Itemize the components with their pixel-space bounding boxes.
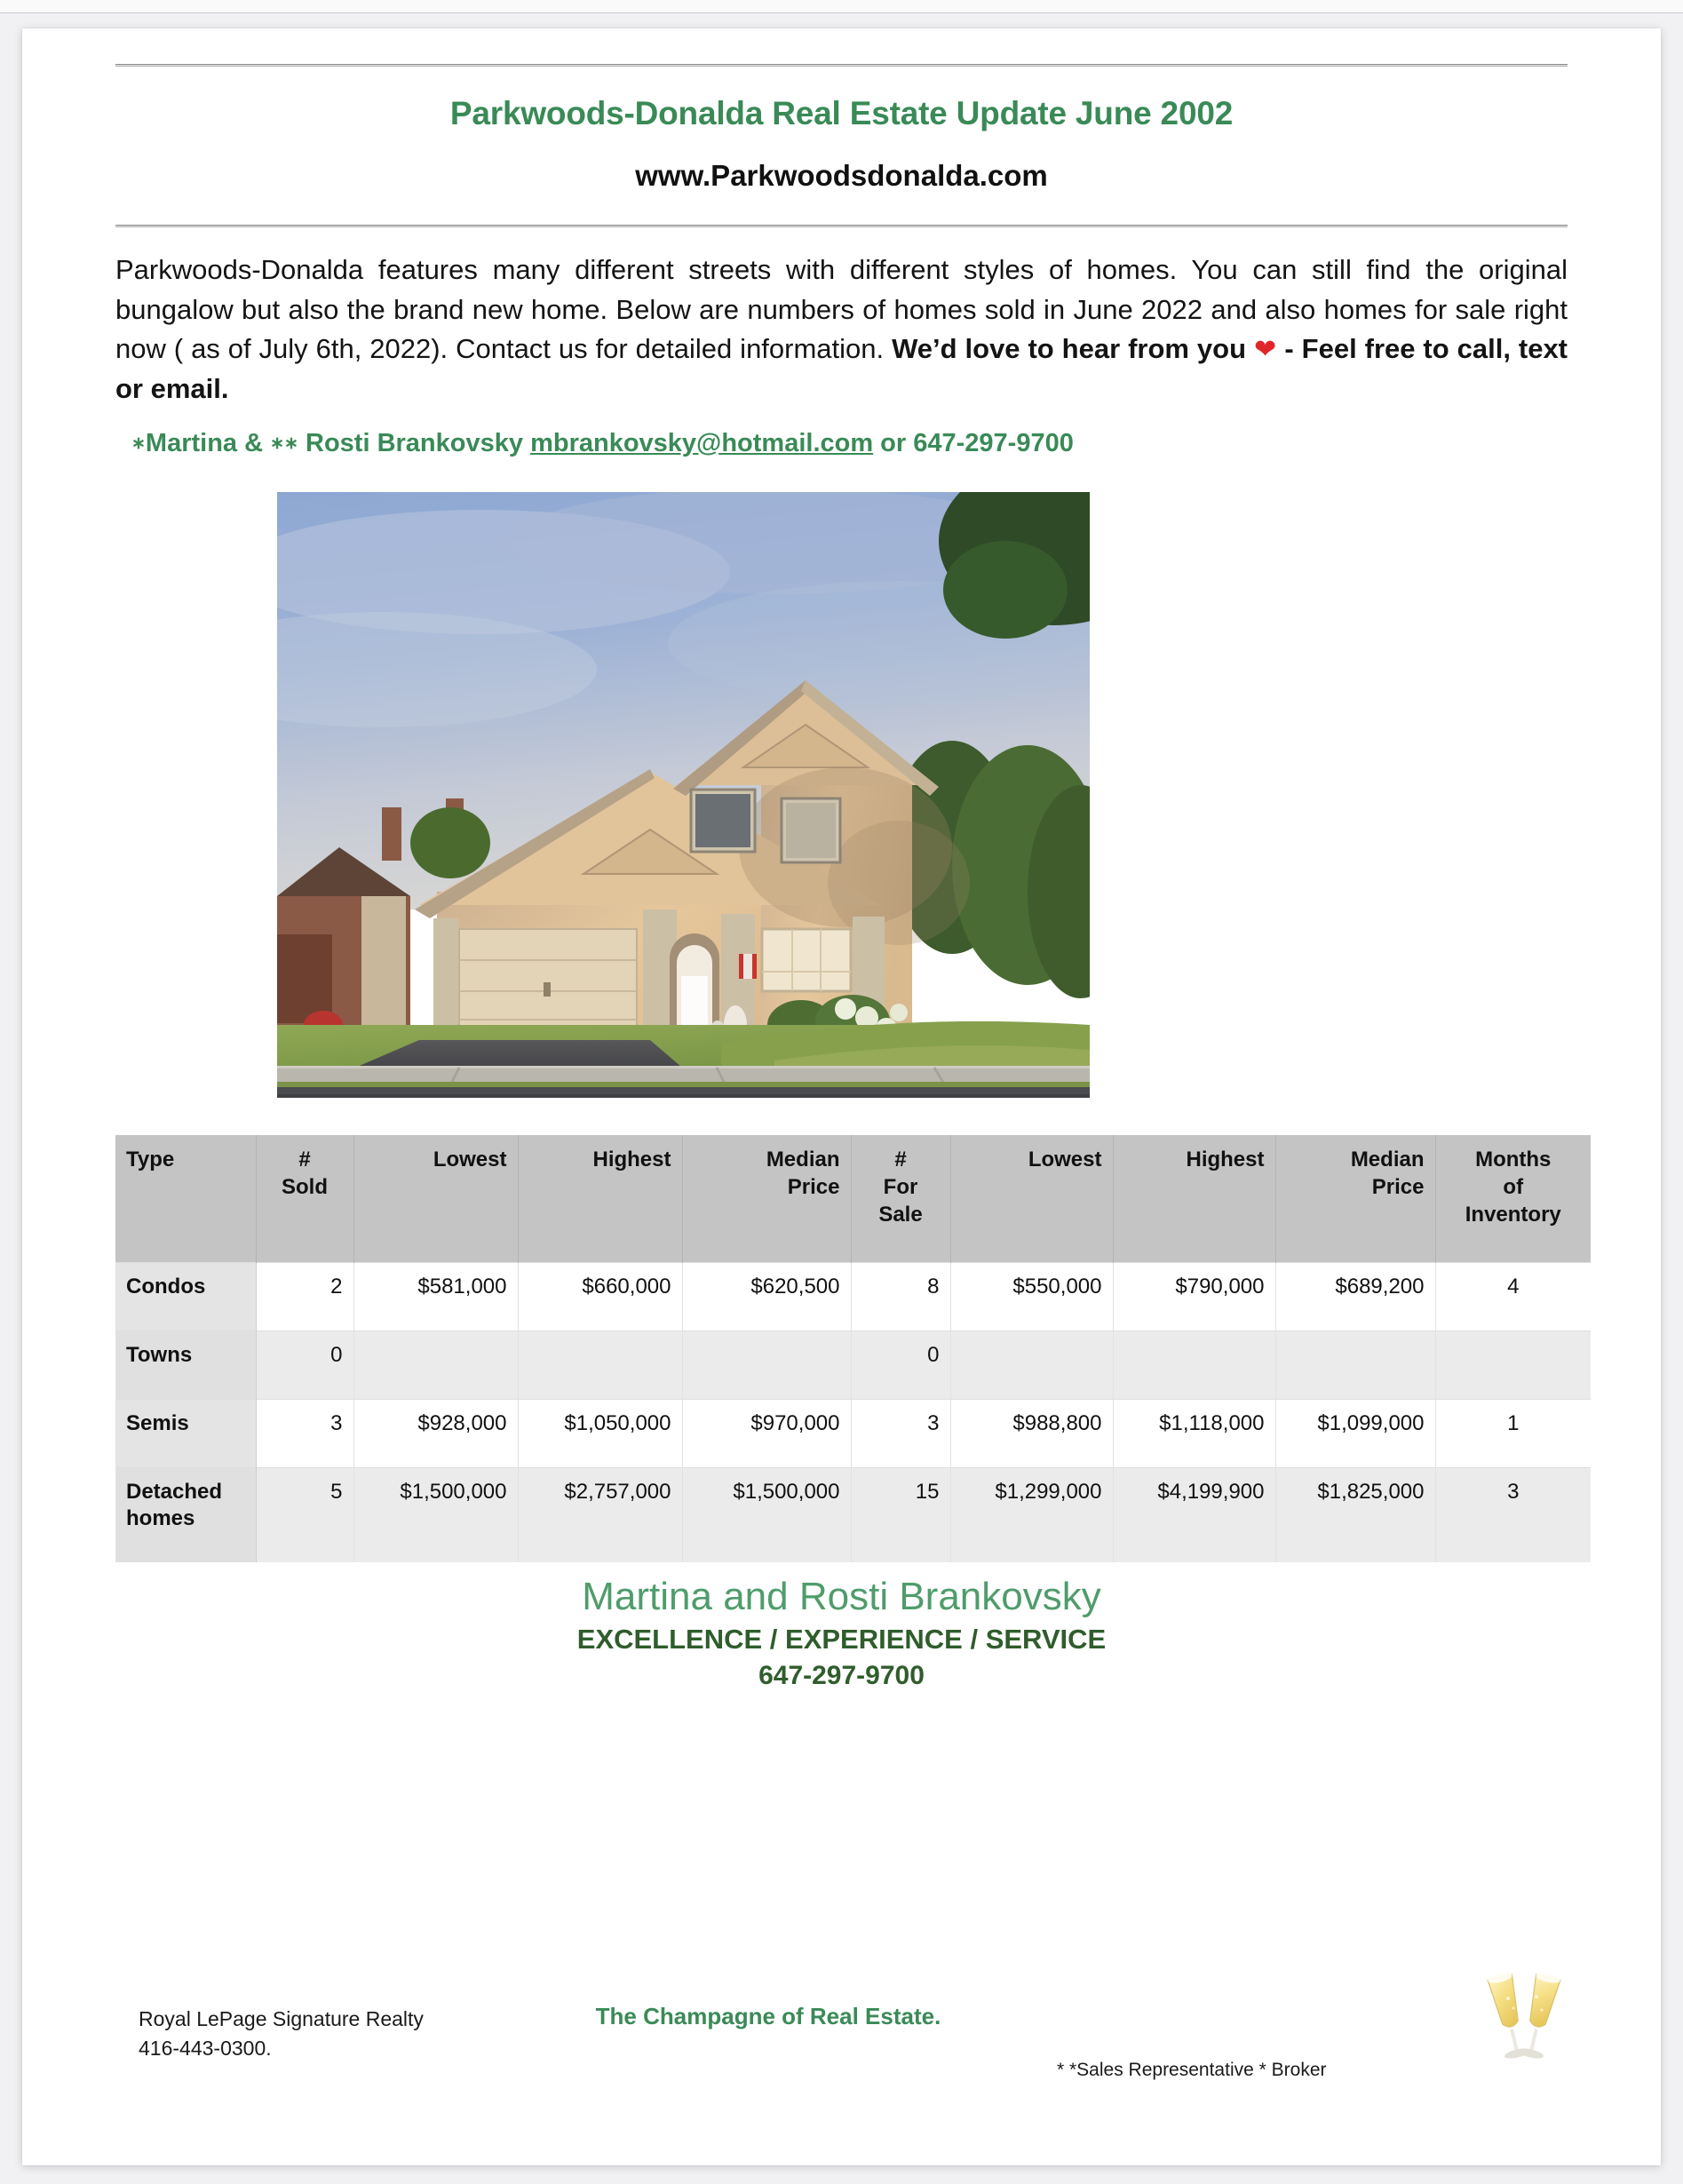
email-link[interactable]: mbrankovsky@hotmail.com: [530, 428, 874, 457]
intro-bold-lead: We’d love to hear from you: [892, 333, 1254, 365]
col-header-sold-lowest: [353, 1135, 518, 1263]
col-header-months-inventory-l2: of: [1503, 1174, 1524, 1199]
contact-phone: 647-297-9700: [913, 428, 1074, 457]
cell-type: Detached homes: [115, 1468, 256, 1563]
cell-sold-median: $1,500,000: [682, 1468, 851, 1563]
header-divider-bottom: [115, 225, 1568, 227]
cell-sold-highest: $1,050,000: [518, 1400, 682, 1468]
signature-block: [115, 1575, 1568, 1691]
signature-tagline: EXCELLENCE / EXPERIENCE / SERVICE: [576, 1624, 1107, 1656]
col-header-months-inventory-l1: Months: [1475, 1147, 1552, 1171]
col-header-num-for-sale: [851, 1135, 950, 1263]
cell-months-inventory: 1: [1435, 1400, 1591, 1468]
table-row: [115, 1400, 1591, 1468]
col-header-sale-lowest-l1: Lowest: [1028, 1147, 1102, 1171]
page-footer: [115, 1996, 1568, 2111]
col-header-sold-median-l1: Median: [766, 1147, 840, 1171]
col-header-num-for-sale-l3: Sale: [878, 1202, 923, 1227]
intro-bold-tail: - Feel free to call, text or email.: [115, 333, 1568, 404]
license-disclaimer: * *Sales Representative * Broker: [1057, 2060, 1327, 2080]
table-header-row: [115, 1135, 1591, 1263]
cell-months-inventory: 3: [1435, 1468, 1591, 1563]
col-header-sold-median: [682, 1135, 851, 1263]
col-header-type-l1: Type: [126, 1147, 175, 1171]
col-header-sale-median-l1: Median: [1350, 1147, 1425, 1171]
cell-sold-lowest: [353, 1331, 518, 1400]
cell-type: Semis: [115, 1400, 256, 1468]
col-header-months-inventory: [1435, 1135, 1591, 1263]
cell-for-sale: 0: [851, 1331, 950, 1400]
cell-sale-highest: $790,000: [1113, 1263, 1275, 1331]
col-header-num-sold: [256, 1135, 353, 1263]
cell-sale-median: $1,825,000: [1275, 1468, 1435, 1563]
heart-icon: ❤: [1253, 335, 1277, 365]
header-divider-top: [115, 64, 1568, 67]
broker-star-2: ∗∗: [270, 433, 298, 453]
cell-sold: 5: [256, 1468, 353, 1563]
page-title: Parkwoods-Donalda Real Estate Update June 2002: [449, 95, 1234, 131]
agent-name-2: Rosti Brankovsky: [298, 428, 531, 457]
col-header-num-sold-l2: Sold: [282, 1174, 328, 1199]
col-header-months-inventory-l3: Inventory: [1465, 1202, 1561, 1227]
market-stats-table: [115, 1135, 1591, 1563]
footer-slogan: The Champagne of Real Estate.: [595, 2003, 941, 2029]
cell-months-inventory: [1435, 1331, 1591, 1400]
cell-sale-lowest: $1,299,000: [950, 1468, 1113, 1563]
property-photo-image: [277, 492, 1090, 1098]
document-page: [22, 28, 1661, 2165]
cell-sale-highest: $4,199,900: [1113, 1468, 1275, 1563]
property-photo: [277, 492, 1090, 1098]
cell-sale-lowest: $988,800: [950, 1400, 1113, 1468]
col-header-num-for-sale-l2: For: [883, 1174, 918, 1199]
cell-sold-median: $970,000: [682, 1400, 851, 1468]
table-body: [115, 1263, 1591, 1563]
cell-sale-lowest: [950, 1331, 1113, 1400]
col-header-sale-median-l2: Price: [1371, 1174, 1425, 1199]
intro-text: Parkwoods-Donalda features many different streets with different styles of homes. You can still find the original bungalow but also the brand new home. Below are numbers of homes sold in June 2022 and also homes for sale right now ( as of July 6th, 2022). Contact us for detailed information.: [115, 254, 1568, 365]
agent-name-1: Martina &: [145, 428, 271, 457]
cell-sale-highest: $1,118,000: [1113, 1400, 1275, 1468]
cell-sold: 0: [256, 1331, 353, 1400]
cell-sold-lowest: $928,000: [353, 1400, 518, 1468]
cell-sale-highest: [1113, 1331, 1275, 1400]
cell-sold-lowest: $1,500,000: [353, 1468, 518, 1563]
window-top-strip: [0, 0, 1683, 12]
champagne-glasses-icon: [1474, 1967, 1572, 2069]
signature-phone: 647-297-9700: [758, 1661, 925, 1691]
brokerage-info: [139, 2005, 424, 2064]
window-top-divider: [0, 12, 1683, 13]
website-url: www.Parkwoodsdonalda.com: [635, 159, 1048, 192]
col-header-sold-median-l2: Price: [787, 1174, 840, 1199]
cell-type: Condos: [115, 1263, 256, 1331]
cell-type: Towns: [115, 1331, 256, 1400]
col-header-sale-lowest: [950, 1135, 1113, 1263]
cell-sold: 3: [256, 1400, 353, 1468]
col-header-sold-lowest-l1: Lowest: [433, 1147, 507, 1171]
cell-sold-highest: [518, 1331, 682, 1400]
cell-sold: 2: [256, 1263, 353, 1331]
table-row: [115, 1468, 1591, 1563]
col-header-type: [115, 1135, 256, 1263]
cell-sold-highest: $660,000: [518, 1263, 682, 1331]
cell-sale-lowest: $550,000: [950, 1263, 1113, 1331]
col-header-sold-highest-l1: Highest: [592, 1147, 671, 1171]
table-row: [115, 1331, 1591, 1400]
brokerage-name: Royal LePage Signature Realty: [139, 2007, 424, 2030]
cell-sold-lowest: $581,000: [353, 1263, 518, 1331]
col-header-sale-median: [1275, 1135, 1435, 1263]
document-content: [115, 28, 1568, 2165]
table-row: [115, 1263, 1591, 1331]
cell-sold-median: $620,500: [682, 1263, 851, 1331]
col-header-num-sold-l1: #: [298, 1147, 311, 1171]
phone-separator: or: [873, 428, 914, 457]
cell-for-sale: 15: [851, 1468, 950, 1563]
cell-sold-highest: $2,757,000: [518, 1468, 682, 1563]
col-header-num-for-sale-l1: #: [894, 1147, 907, 1171]
signature-name: Martina and Rosti Brankovsky: [582, 1575, 1101, 1619]
cell-months-inventory: 4: [1435, 1263, 1591, 1331]
cell-sold-median: [682, 1331, 851, 1400]
cell-for-sale: 3: [851, 1400, 950, 1468]
cell-sale-median: $689,200: [1275, 1263, 1435, 1331]
cell-sale-median: [1275, 1331, 1435, 1400]
col-header-sold-highest: [518, 1135, 682, 1263]
broker-star-1: ∗: [131, 433, 146, 453]
cell-for-sale: 8: [851, 1263, 950, 1331]
col-header-sale-highest: [1113, 1135, 1275, 1263]
col-header-sale-highest-l1: Highest: [1186, 1147, 1265, 1171]
agent-contact-line: [115, 429, 1568, 458]
brokerage-phone: 416-443-0300.: [139, 2037, 272, 2061]
intro-paragraph: [115, 250, 1568, 409]
cell-sale-median: $1,099,000: [1275, 1400, 1435, 1468]
